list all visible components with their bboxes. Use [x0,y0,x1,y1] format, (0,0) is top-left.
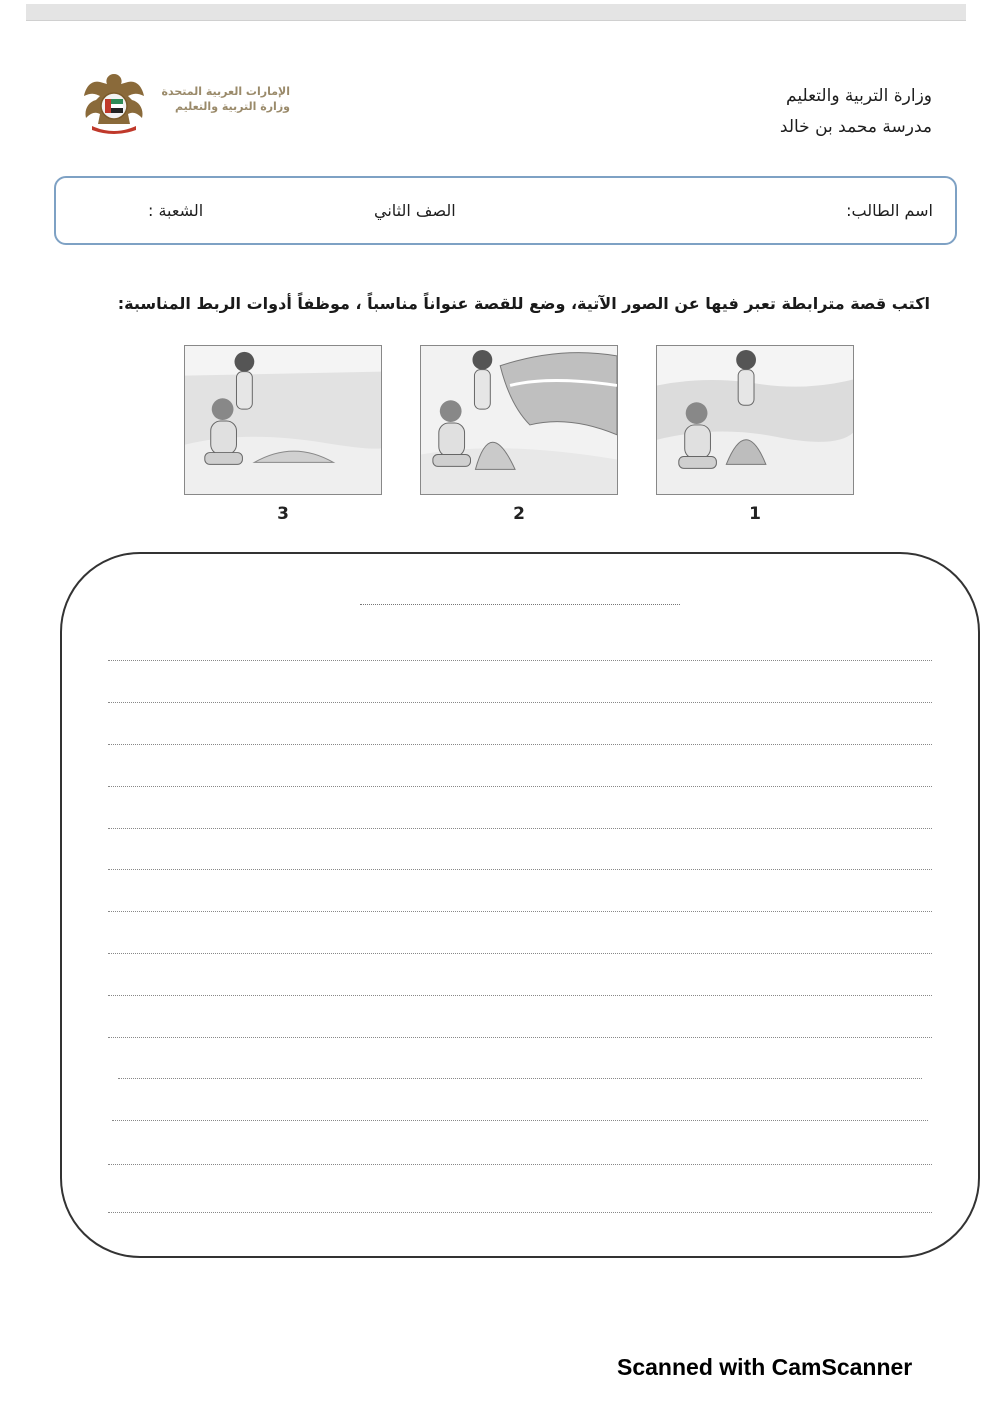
writing-line[interactable] [108,953,932,954]
scanner-watermark: Scanned with CamScanner [617,1354,913,1380]
picture-number-1: 1 [749,504,761,524]
student-name-label: اسم الطالب: [846,201,933,220]
ministry-name: وزارة التربية والتعليم [786,86,932,106]
story-picture-1 [656,345,854,495]
story-picture-3 [184,345,382,495]
grade-label: الصف الثاني [374,201,456,220]
writing-line[interactable] [108,744,932,745]
scan-top-edge [26,4,966,21]
school-name: مدرسة محمد بن خالد [779,117,932,137]
story-title-line[interactable] [360,604,680,605]
writing-area [60,552,980,1258]
writing-line[interactable] [108,786,932,787]
writing-line[interactable] [108,702,932,703]
picture-number-3: 3 [277,504,289,524]
section-label: الشعبة : [148,201,204,220]
picture-number-2: 2 [513,504,525,524]
uae-emblem-icon [78,70,150,136]
writing-line[interactable] [118,1078,922,1079]
uae-ministry-logo-text: الإمارات العربية المتحدة وزارة التربية والتعليم [161,85,290,113]
writing-line[interactable] [108,828,932,829]
instruction-text: اكتب قصة مترابطة تعبر فيها عن الصور الآتية، وضع للقصة عنواناً مناسباً ، موظفاً أدوات الربط المناسبة: [117,294,930,313]
writing-line[interactable] [112,1120,928,1121]
writing-line[interactable] [108,1164,932,1165]
writing-line[interactable] [108,660,932,661]
writing-line[interactable] [108,1212,932,1213]
student-info-box [54,176,957,245]
writing-line[interactable] [108,995,932,996]
writing-line[interactable] [108,869,932,870]
writing-line[interactable] [108,911,932,912]
story-picture-2 [420,345,618,495]
writing-line[interactable] [108,1037,932,1038]
